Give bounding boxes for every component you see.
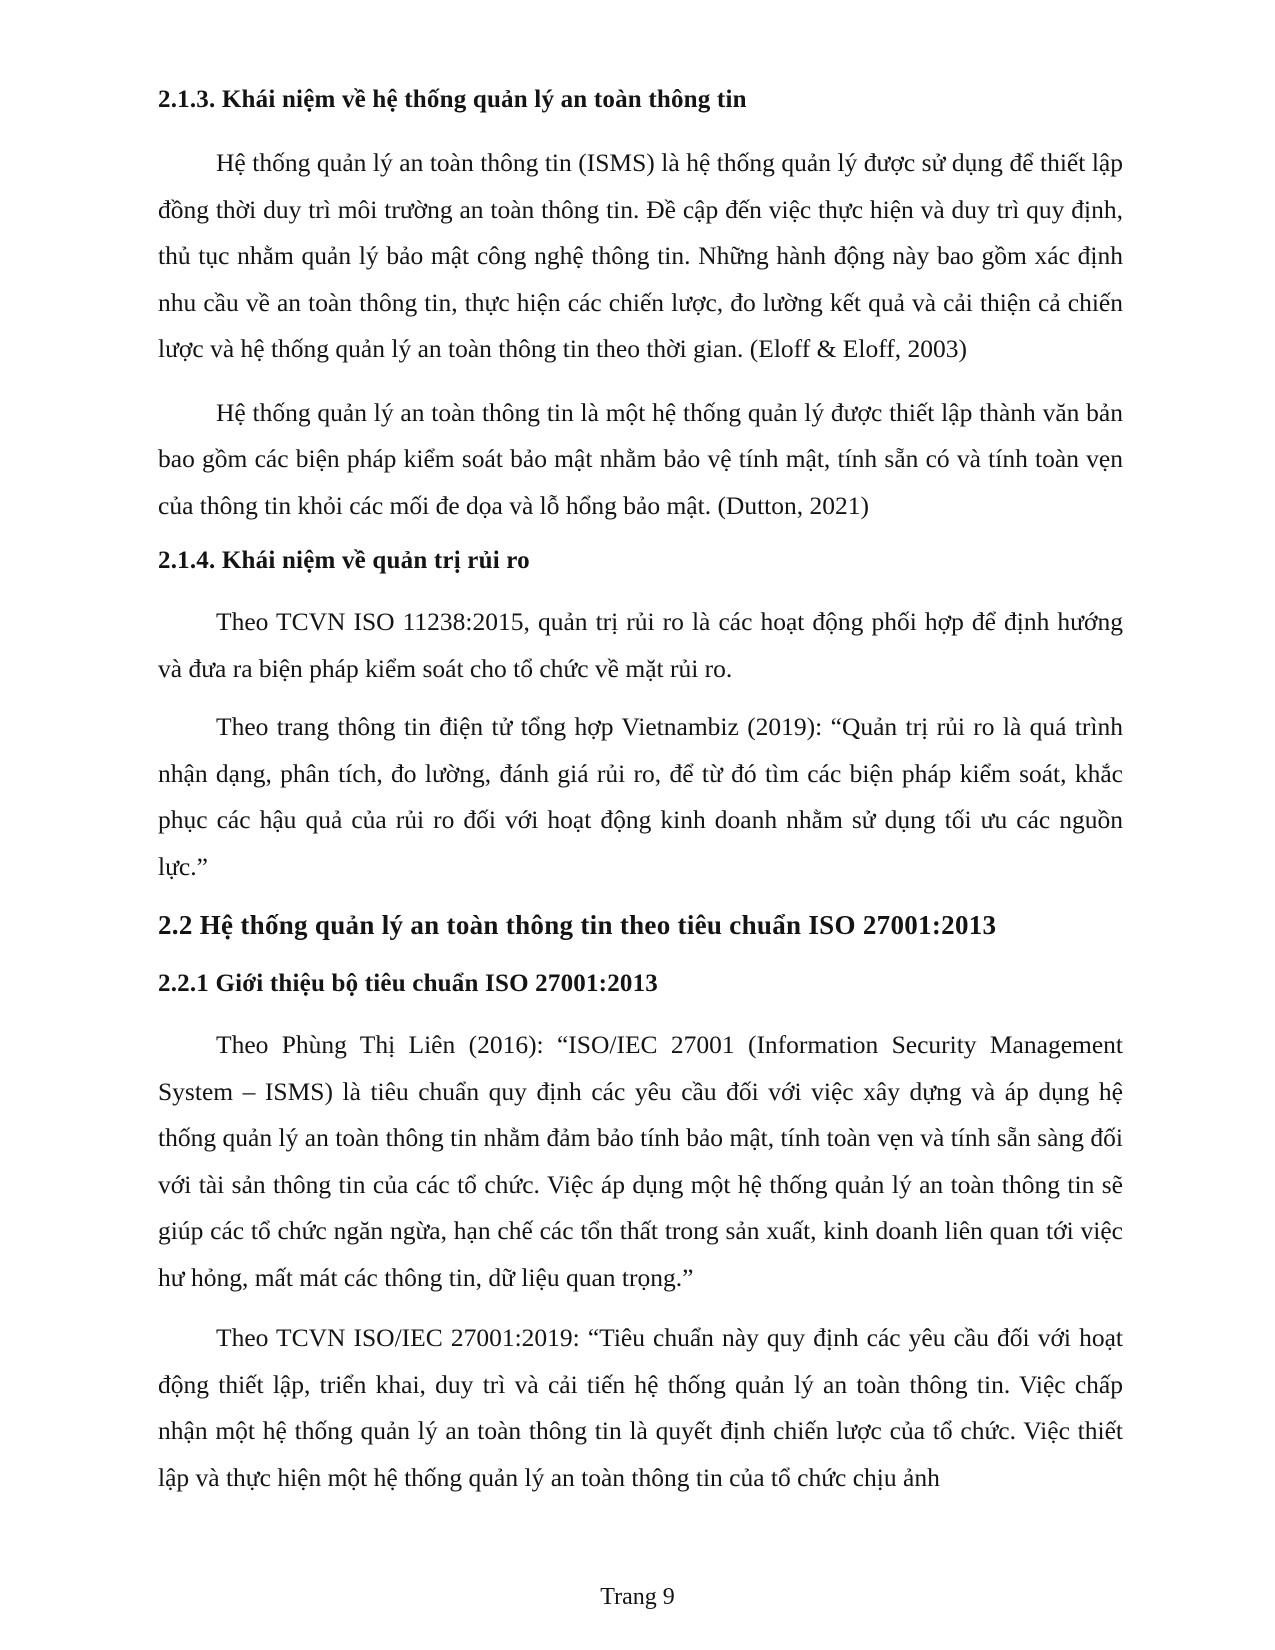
paragraph: Theo TCVN ISO/IEC 27001:2019: “Tiêu chuẩn này quy định các yêu cầu đối với hoạt động thiết lập, triển khai, duy trì và cải tiến hệ thống quản lý an toàn thông tin. Việc chấp nhận một hệ thống quản lý an toàn thông tin là quyết định chiến lược của tổ chức. Việc thiết lập và thực hiện một hệ thống quản lý an toàn thông tin của tổ chức chịu ảnh	[158, 1323, 1123, 1492]
section-heading-2-1-4: 2.1.4. Khái niệm về quản trị rủi ro	[158, 547, 530, 574]
section-heading-2-2-1: 2.2.1 Giới thiệu bộ tiêu chuẩn ISO 27001:2013	[158, 970, 658, 997]
paragraph: Theo trang thông tin điện tử tổng hợp Vietnambiz (2019): “Quản trị rủi ro là quá trình nhận dạng, phân tích, đo lường, đánh giá rủi ro, để từ đó tìm các biện pháp kiểm soát, khắc phục các hậu quả của rủi ro đối với hoạt động kinh doanh nhằm sử dụng tối ưu các nguồn lực.”	[158, 712, 1123, 881]
page-content	[158, 80, 1123, 1501]
paragraph: Hệ thống quản lý an toàn thông tin là một hệ thống quản lý được thiết lập thành văn bản bao gồm các biện pháp kiểm soát bảo mật nhằm bảo vệ tính mật, tính sẵn có và tính toàn vẹn của thông tin khỏi các mối đe dọa và lỗ hổng bảo mật. (Dutton, 2021)	[158, 397, 1123, 520]
section-heading-2-1-3: 2.1.3. Khái niệm về hệ thống quản lý an toàn thông tin	[158, 86, 747, 113]
paragraph: Hệ thống quản lý an toàn thông tin (ISMS) là hệ thống quản lý được sử dụng để thiết lập đồng thời duy trì môi trường an toàn thông tin. Đề cập đến việc thực hiện và duy trì quy định, thủ tục nhằm quản lý bảo mật công nghệ thông tin. Những hành động này bao gồm xác định nhu cầu về an toàn thông tin, thực hiện các chiến lược, đo lường kết quả và cải thiện cả chiến lược và hệ thống quản lý an toàn thông tin theo thời gian. (Eloff & Eloff, 2003)	[158, 148, 1123, 363]
paragraph: Theo TCVN ISO 11238:2015, quản trị rủi ro là các hoạt động phối hợp để định hướng và đưa ra biện pháp kiểm soát cho tổ chức về mặt rủi ro.	[158, 607, 1123, 683]
paragraph: Theo Phùng Thị Liên (2016): “ISO/IEC 27001 (Information Security Management System – ISMS) là tiêu chuẩn quy định các yêu cầu đối với việc xây dựng và áp dụng hệ thống quản lý an toàn thông tin nhằm đảm bảo tính bảo mật, tính toàn vẹn và tính sẵn sàng đối với tài sản thông tin của các tổ chức. Việc áp dụng một hệ thống quản lý an toàn thông tin sẽ giúp các tổ chức ngăn ngừa, hạn chế các tổn thất trong sản xuất, kinh doanh liên quan tới việc hư hỏng, mất mát các thông tin, dữ liệu quan trọng.”	[158, 1030, 1123, 1292]
page-number: Trang 9	[600, 1584, 675, 1610]
section-heading-2-2: 2.2 Hệ thống quản lý an toàn thông tin theo tiêu chuẩn ISO 27001:2013	[158, 910, 997, 940]
